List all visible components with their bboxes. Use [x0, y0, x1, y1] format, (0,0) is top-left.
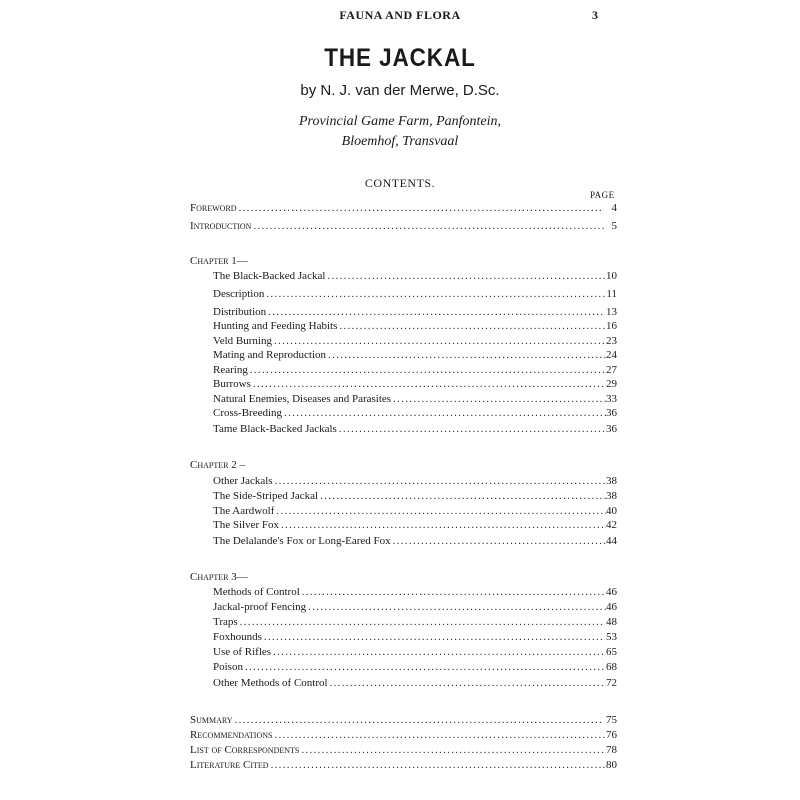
- toc-entry: [213, 675, 617, 691]
- toc-entry-label: Summary: [190, 714, 233, 726]
- toc-entry-page: 42: [606, 519, 617, 531]
- toc-entry-page: 68: [606, 661, 617, 673]
- toc-entry-page: 76: [606, 729, 617, 741]
- toc-entry-page: 78: [606, 744, 617, 756]
- chapter-1-label: Chapter 1—: [190, 255, 248, 267]
- affiliation-line-1: Provincial Game Farm, Panfontein,: [298, 114, 502, 129]
- toc-entry-page: 23: [606, 335, 617, 347]
- toc-leader-dots: [320, 488, 606, 504]
- toc-entry-label: Methods of Control: [213, 586, 300, 598]
- toc-entry: [213, 286, 617, 302]
- toc-entry-page: 27: [606, 364, 617, 376]
- toc-leader-dots: [253, 376, 605, 392]
- toc-leader-dots: [240, 614, 605, 630]
- toc-entry-label: Literature Cited: [190, 759, 269, 771]
- toc-entry-page: 16: [606, 320, 617, 332]
- toc-entry-label: Use of Rifles: [213, 646, 272, 658]
- toc-leader-dots: [235, 712, 605, 728]
- toc-entry-label: Description: [213, 288, 265, 300]
- toc-entry-introduction: [190, 218, 617, 234]
- toc-entry-page: 46: [606, 586, 617, 598]
- toc-entry-page: 38: [606, 475, 617, 487]
- toc-entry-label: The Delalande's Fox or Long-Eared Fox: [213, 535, 391, 547]
- contents-heading: CONTENTS.: [364, 176, 436, 190]
- toc-entry-label: Other Jackals: [213, 475, 273, 487]
- toc-entry-page: 11: [606, 288, 617, 300]
- toc-entry-page: 38: [606, 490, 617, 502]
- toc-leader-dots: [239, 200, 605, 216]
- toc-entry-page: 29: [606, 378, 617, 390]
- toc-entry-label: The Black-Backed Jackal: [213, 270, 326, 282]
- toc-entry-page: 46: [606, 601, 617, 613]
- running-head: [0, 8, 800, 24]
- toc-entry-label: Burrows: [213, 378, 251, 390]
- toc-entry-page: 4: [611, 202, 617, 214]
- toc-entry: [213, 629, 617, 645]
- affiliation-line-2: Bloemhof, Transvaal: [341, 134, 459, 149]
- toc-entry-label: Traps: [213, 616, 238, 628]
- toc-entry-list-of-correspondents: [190, 742, 617, 758]
- toc-leader-dots: [327, 268, 606, 284]
- toc-entry-page: 5: [611, 220, 617, 232]
- chapter-2-label: Chapter 2 –: [190, 459, 245, 471]
- toc-leader-dots: [264, 629, 605, 645]
- toc-leader-dots: [271, 757, 606, 773]
- toc-entry-page: 33: [606, 393, 617, 405]
- toc-entry-page: 36: [606, 423, 617, 435]
- toc-leader-dots: [330, 675, 606, 691]
- toc-entry-label: Poison: [213, 661, 243, 673]
- toc-entry-page: 36: [606, 407, 617, 419]
- toc-entry: [213, 421, 617, 437]
- toc-leader-dots: [308, 599, 606, 615]
- author-affiliation: [0, 112, 800, 152]
- chapter-3-label: Chapter 3—: [190, 571, 248, 583]
- toc-leader-dots: [328, 347, 606, 363]
- toc-entry-foreword: [190, 200, 617, 216]
- page-number: 3: [592, 8, 598, 22]
- toc-entry-page: 72: [606, 677, 617, 689]
- toc-entry-literature-cited: [190, 757, 617, 773]
- toc-leader-dots: [253, 218, 604, 234]
- toc-entry: [213, 268, 617, 284]
- toc-entry-label: Veld Burning: [213, 335, 272, 347]
- toc-leader-dots: [245, 659, 605, 675]
- toc-leader-dots: [393, 533, 606, 549]
- toc-entry-page: 53: [606, 631, 617, 643]
- toc-entry-summary: [190, 712, 617, 728]
- toc-entry: [213, 517, 617, 533]
- toc-entry: [213, 488, 617, 504]
- toc-entry: [213, 405, 617, 421]
- toc-entry-recommendations: [190, 727, 617, 743]
- toc-entry: [213, 614, 617, 630]
- toc-entry-label: Cross-Breeding: [213, 407, 283, 419]
- page-column-label: PAGE: [590, 190, 615, 200]
- toc-leader-dots: [339, 421, 606, 437]
- toc-entry-label: Hunting and Feeding Habits: [213, 320, 338, 332]
- toc-leader-dots: [281, 517, 606, 533]
- toc-leader-dots: [274, 727, 605, 743]
- toc-entry: [213, 533, 617, 549]
- toc-leader-dots: [275, 473, 606, 489]
- toc-entry-page: 80: [606, 759, 617, 771]
- toc-entry-label: The Silver Fox: [213, 519, 279, 531]
- toc-entry-label: Other Methods of Control: [213, 677, 328, 689]
- toc-entry-label: Rearing: [213, 364, 248, 376]
- toc-entry-label: Foxhounds: [213, 631, 262, 643]
- toc-entry-page: 24: [606, 349, 617, 361]
- toc-leader-dots: [273, 644, 605, 660]
- toc-entry-label: Introduction: [190, 220, 252, 232]
- toc-entry-page: 10: [606, 270, 617, 282]
- toc-entry-label: List of Correspondents: [190, 744, 300, 756]
- toc-entry-page: 48: [606, 616, 617, 628]
- toc-entry-label: The Aardwolf: [213, 505, 275, 517]
- toc-entry-page: 65: [606, 646, 617, 658]
- toc-entry: [213, 599, 617, 615]
- toc-entry-label: Distribution: [213, 306, 267, 318]
- toc-entry-page: 13: [606, 306, 617, 318]
- toc-leader-dots: [284, 405, 606, 421]
- toc-entry-page: 75: [606, 714, 617, 726]
- toc-entry-page: 44: [606, 535, 617, 547]
- toc-entry-label: Foreword: [190, 202, 237, 214]
- article-title: THE JACKAL: [324, 44, 476, 72]
- toc-leader-dots: [302, 584, 606, 600]
- toc-entry: [213, 376, 617, 392]
- toc-entry: [213, 659, 617, 675]
- toc-leader-dots: [301, 742, 606, 758]
- toc-entry-label: Jackal-proof Fencing: [213, 601, 307, 613]
- toc-entry: [213, 347, 617, 363]
- toc-entry-label: Natural Enemies, Diseases and Parasites: [213, 393, 392, 405]
- toc-entry-label: Recommendations: [190, 729, 273, 741]
- toc-entry-page: 40: [606, 505, 617, 517]
- toc-leader-dots: [339, 318, 606, 334]
- running-title: FAUNA AND FLORA: [339, 8, 461, 22]
- toc-entry: [213, 644, 617, 660]
- toc-entry: [213, 473, 617, 489]
- toc-entry-label: The Side-Striped Jackal: [213, 490, 319, 502]
- toc-entry: [213, 318, 617, 334]
- toc-entry-label: Mating and Reproduction: [213, 349, 327, 361]
- article-byline: by N. J. van der Merwe, D.Sc.: [300, 82, 500, 99]
- toc-entry-label: Tame Black-Backed Jackals: [213, 423, 337, 435]
- toc-leader-dots: [266, 286, 605, 302]
- toc-entry: [213, 584, 617, 600]
